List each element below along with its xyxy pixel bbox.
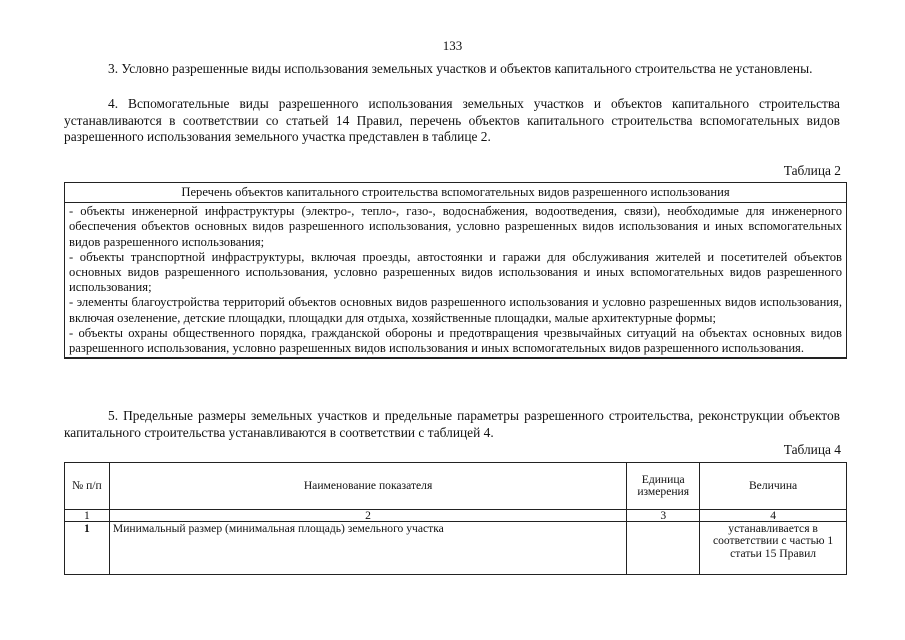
table-2-caption: Таблица 2 — [783, 163, 841, 178]
table-header-row — [65, 463, 847, 510]
column-number: 2 — [109, 510, 626, 522]
column-number: 3 — [627, 510, 700, 522]
page-number: 133 — [442, 38, 463, 53]
header-unit: Единица измерения — [627, 463, 700, 510]
paragraph-5-text: 5. Предельные размеры земельных участков и предельные параметры разрешенного строительства, реконструкции объектов капитального строительства устанавливаются в соответствии с таблицей 4. — [64, 408, 840, 440]
column-number: 1 — [65, 510, 110, 522]
row-name: Минимальный размер (минимальная площадь) земельного участка — [109, 522, 626, 575]
paragraph-4 — [64, 96, 840, 146]
table-2 — [64, 182, 847, 359]
paragraph-5 — [64, 408, 840, 441]
list-item: - объекты инженерной инфраструктуры (электро-, тепло-, газо-, водоснабжения, водоотведения, связи), необходимые для инженерного обеспечения объектов основных видов разрешенного использования, условно разрешенных видов использования и иных вспомогательных видов разрешенного использования; — [69, 204, 842, 249]
header-num: № п/п — [65, 463, 110, 510]
row-value: устанавливается в соответствии с частью 1 статьи 15 Правил — [700, 522, 847, 575]
table-4 — [64, 462, 847, 575]
table-2-body — [65, 203, 847, 359]
list-item: - элементы благоустройства территорий объектов основных видов разрешенного использования и условно разрешенных видов использования, включая озеленение, детские площадки, площадки для отдыха, хозяйственные площадки, малые архитектурные формы; — [69, 295, 842, 325]
list-item: - объекты транспортной инфраструктуры, включая проезды, автостоянки и гаражи для обслуживания жителей и посетителей объектов основных видов разрешенного использования, условно разрешенных видов использования и иных вспомогательных видов разрешенного использования; — [69, 249, 842, 295]
paragraph-3 — [64, 61, 840, 78]
table-2-header: Перечень объектов капитального строительства вспомогательных видов разрешенного использования — [65, 183, 847, 203]
table-row — [65, 522, 847, 575]
list-item: - объекты охраны общественного порядка, гражданской обороны и предотвращения чрезвычайных ситуаций на объектах основных видов разрешенного использования, условно разрешенных видов использования и иных вспомогательных видов разрешенного использования. — [69, 325, 842, 356]
row-unit — [627, 522, 700, 575]
table-4-caption: Таблица 4 — [783, 442, 841, 457]
column-number: 4 — [700, 510, 847, 522]
header-value: Величина — [700, 463, 847, 510]
paragraph-3-text: 3. Условно разрешенные виды использования земельных участков и объектов капитального строительства не установлены. — [108, 61, 813, 76]
column-number-row — [65, 510, 847, 522]
paragraph-4-text: 4. Вспомогательные виды разрешенного использования земельных участков и объектов капитального строительства устанавливаются в соответствии со статьей 14 Правил, перечень объектов капитального строительства вспомогательных видов разрешенного использования земельного участка представлен в таблице 2. — [64, 96, 840, 144]
row-num: 1 — [65, 522, 110, 575]
header-name: Наименование показателя — [109, 463, 626, 510]
